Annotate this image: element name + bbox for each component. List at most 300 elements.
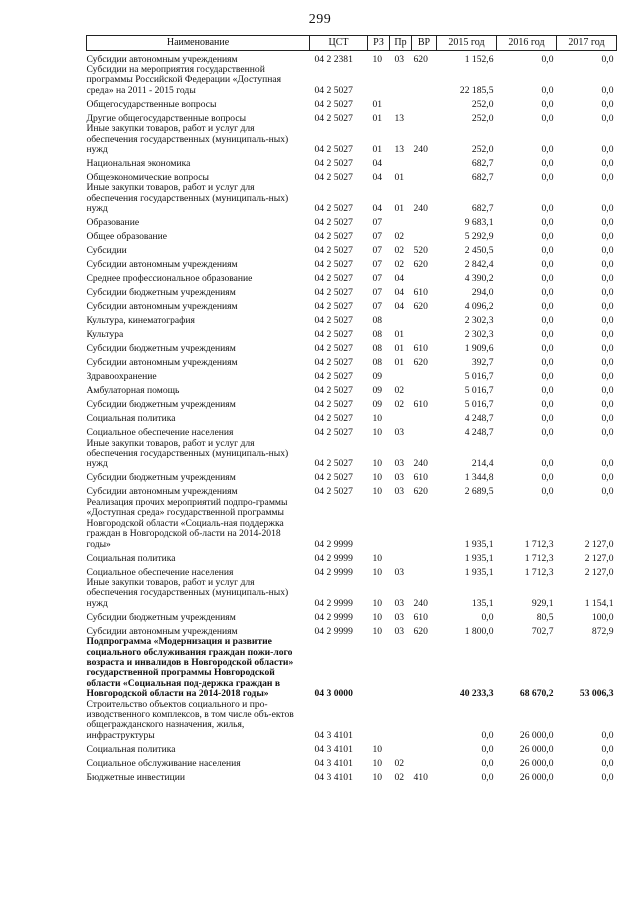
cell-vr: 410: [413, 771, 428, 783]
cell-cst: 04 2 9999: [314, 611, 353, 623]
table-row: [87, 470, 617, 484]
cell-cst: 04 2 5027: [314, 144, 353, 156]
cell-2016: 0,0: [541, 427, 554, 439]
cell-rz: 09: [372, 371, 383, 383]
cell-name: Иные закупки товаров, работ и услуг для обеспечения государственных (муниципаль-ных) нужд: [86, 123, 289, 156]
cell-vr: 610: [413, 611, 428, 623]
cell-2017: 0,0: [601, 343, 614, 355]
table-row: [87, 271, 617, 285]
cell-2015: 1 800,0: [464, 625, 494, 637]
cell-rz: 10: [372, 566, 383, 578]
cell-2015: 4 390,2: [464, 273, 494, 285]
cell-cst: 04 2 5027: [314, 98, 353, 110]
header-2017: 2017 год: [557, 36, 617, 51]
cell-rz: 10: [372, 611, 383, 623]
table-row: [87, 637, 617, 699]
cell-rz: 01: [372, 144, 383, 156]
cell-pr: [390, 550, 412, 564]
cell-vr: [412, 637, 437, 699]
table-row: [87, 425, 617, 439]
cell-2016: 0,0: [541, 371, 554, 383]
cell-vr: 610: [413, 472, 428, 484]
cell-vr: [412, 65, 437, 96]
table-row: [87, 741, 617, 755]
cell-vr: [412, 411, 437, 425]
cell-pr: 03: [394, 611, 405, 623]
cell-pr: 02: [394, 245, 405, 257]
cell-vr: 520: [413, 245, 428, 257]
cell-2017: 0,0: [601, 84, 614, 96]
cell-2015: 214,4: [471, 458, 494, 470]
cell-name: Субсидии бюджетным учреждениям: [86, 472, 236, 484]
cell-vr: [412, 425, 437, 439]
cell-2017: 2 127,0: [584, 552, 614, 564]
cell-2016: 0,0: [541, 399, 554, 411]
cell-vr: [412, 564, 437, 578]
cell-name: Субсидии на мероприятия государственной программы Российской Федерации «Доступная среда» на 2011 - 2015 годы: [86, 64, 282, 96]
cell-cst: 04 3 4101: [314, 771, 353, 783]
cell-2015: 0,0: [481, 757, 494, 769]
cell-vr: 610: [413, 343, 428, 355]
cell-rz: 07: [372, 287, 383, 299]
header-rz: РЗ: [368, 36, 390, 51]
table-row: [87, 341, 617, 355]
cell-name: Субсидии автономным учреждениям: [86, 357, 238, 369]
cell-2017: 0,0: [601, 757, 614, 769]
cell-2017: 0,0: [601, 771, 614, 783]
cell-vr: [412, 369, 437, 383]
cell-2017: 0,0: [601, 259, 614, 271]
cell-2015: 682,7: [471, 158, 494, 170]
cell-pr: [390, 498, 412, 550]
cell-rz: 09: [372, 385, 383, 397]
cell-pr: [390, 155, 412, 169]
cell-name: Национальная экономика: [86, 158, 191, 170]
cell-vr: [412, 741, 437, 755]
cell-2016: 26 000,0: [519, 757, 554, 769]
table-row: [87, 51, 617, 66]
cell-2017: 0,0: [601, 399, 614, 411]
cell-2017: 0,0: [601, 301, 614, 313]
cell-cst: 04 2 5027: [314, 259, 353, 271]
cell-2015: 9 683,1: [464, 217, 494, 229]
table-row: [87, 155, 617, 169]
cell-cst: 04 2 5027: [314, 217, 353, 229]
cell-pr: 02: [394, 259, 405, 271]
cell-2015: 22 185,5: [459, 84, 494, 96]
table-row: [87, 369, 617, 383]
cell-cst: 04 2 5027: [314, 315, 353, 327]
cell-name: Социальная политика: [86, 552, 176, 564]
header-2016: 2016 год: [497, 36, 557, 51]
cell-pr: 02: [394, 231, 405, 243]
cell-rz: [368, 637, 390, 699]
cell-2016: 68 670,2: [519, 688, 554, 700]
table-row: [87, 411, 617, 425]
cell-2017: 2 127,0: [584, 566, 614, 578]
cell-2017: 0,0: [601, 144, 614, 156]
cell-rz: 07: [372, 231, 383, 243]
cell-vr: 240: [413, 203, 428, 215]
cell-2017: 0,0: [601, 315, 614, 327]
header-vr: ВР: [412, 36, 437, 51]
cell-rz: 10: [372, 757, 383, 769]
cell-rz: 08: [372, 357, 383, 369]
cell-cst: 04 2 9999: [314, 597, 353, 609]
cell-vr: [412, 327, 437, 341]
cell-vr: 620: [413, 259, 428, 271]
cell-cst: 04 2 9999: [314, 625, 353, 637]
page-number: 299: [308, 12, 332, 27]
cell-name: Строительство объектов социального и про-изводственного комплексов, в том числе объ-ектов общегражданского назначения, жилья, инфраструктуры: [86, 698, 294, 741]
cell-2016: 0,0: [541, 486, 554, 498]
cell-2015: 2 450,5: [464, 245, 494, 257]
cell-2015: 252,0: [471, 144, 494, 156]
cell-cst: 04 2 5027: [314, 287, 353, 299]
cell-2015: 4 248,7: [464, 413, 494, 425]
cell-rz: 04: [372, 203, 383, 215]
cell-2016: 0,0: [541, 203, 554, 215]
cell-vr: 240: [413, 597, 428, 609]
cell-2017: 0,0: [601, 217, 614, 229]
cell-name: Амбулаторная помощь: [86, 385, 180, 397]
cell-cst: 04 2 5027: [314, 203, 353, 215]
cell-2017: 0,0: [601, 245, 614, 257]
cell-name: Субсидии автономным учреждениям: [86, 486, 238, 498]
cell-rz: 10: [372, 743, 383, 755]
header-2015: 2015 год: [437, 36, 497, 51]
cell-cst: 04 2 5027: [314, 427, 353, 439]
cell-cst: 04 2 5027: [314, 472, 353, 484]
cell-vr: [412, 215, 437, 229]
table-row: [87, 623, 617, 637]
cell-vr: [412, 498, 437, 550]
cell-2017: 53 006,3: [579, 688, 614, 700]
cell-pr: 03: [394, 566, 405, 578]
cell-pr: 01: [394, 172, 405, 184]
cell-cst: 04 2 2381: [314, 53, 353, 65]
cell-2015: 0,0: [481, 611, 494, 623]
table-row: [87, 355, 617, 369]
cell-pr: 01: [394, 357, 405, 369]
cell-rz: 08: [372, 329, 383, 341]
cell-vr: 620: [413, 357, 428, 369]
cell-vr: [412, 155, 437, 169]
cell-pr: 03: [394, 597, 405, 609]
cell-rz: 10: [372, 53, 383, 65]
cell-name: Подпрограмма «Модернизация и развитие социального обслуживания граждан пожи-лого возраста и инвалидов в Новгородской области» государственной программы Новгородской области «Социальная под-держка граждан в Новгородской области на 2014-2018 годы»: [86, 636, 294, 700]
cell-pr: 04: [394, 287, 405, 299]
cell-2017: 0,0: [601, 172, 614, 184]
cell-cst: 04 3 4101: [314, 729, 353, 741]
cell-2015: 0,0: [481, 743, 494, 755]
cell-cst: 04 2 9999: [314, 538, 353, 550]
cell-vr: [412, 271, 437, 285]
cell-cst: 04 2 5027: [314, 84, 353, 96]
cell-cst: 04 2 5027: [314, 371, 353, 383]
cell-2017: 0,0: [601, 158, 614, 170]
cell-2017: 0,0: [601, 112, 614, 124]
cell-vr: 610: [413, 287, 428, 299]
cell-name: Социальное обеспечение населения: [86, 427, 234, 439]
cell-cst: 04 2 5027: [314, 273, 353, 285]
cell-2015: 40 233,3: [459, 688, 494, 700]
cell-rz: 07: [372, 259, 383, 271]
cell-name: Здравоохранение: [86, 371, 157, 383]
table-row: [87, 700, 617, 742]
cell-2016: 0,0: [541, 287, 554, 299]
cell-2017: 872,9: [591, 625, 614, 637]
cell-name: Бюджетные инвестиции: [86, 771, 185, 783]
cell-name: Субсидии бюджетным учреждениям: [86, 287, 236, 299]
cell-2015: 2 842,4: [464, 259, 494, 271]
table-row: [87, 183, 617, 214]
table-row: [87, 229, 617, 243]
cell-pr: 04: [394, 273, 405, 285]
cell-name: Образование: [86, 217, 140, 229]
cell-2016: 0,0: [541, 84, 554, 96]
cell-2015: 5 016,7: [464, 371, 494, 383]
table-row: [87, 110, 617, 124]
cell-name: Социальная политика: [86, 413, 176, 425]
cell-name: Реализация прочих мероприятий подпро-граммы «Доступная среда» государственной программы Новгородской области «Социаль-ная поддержка граждан в Новгородской об-ласти на 2014-2018 годы»: [86, 496, 288, 550]
cell-name: Субсидии бюджетным учреждениям: [86, 343, 236, 355]
cell-2016: 26 000,0: [519, 729, 554, 741]
cell-pr: 03: [394, 53, 405, 65]
cell-vr: [412, 169, 437, 183]
cell-2015: 1 344,8: [464, 472, 494, 484]
cell-2016: 0,0: [541, 301, 554, 313]
cell-cst: 04 3 4101: [314, 757, 353, 769]
cell-vr: 240: [413, 144, 428, 156]
cell-2016: 0,0: [541, 172, 554, 184]
cell-name: Общеэкономические вопросы: [86, 172, 209, 184]
table-header: [87, 36, 617, 51]
cell-2015: 4 248,7: [464, 427, 494, 439]
cell-2017: 0,0: [601, 203, 614, 215]
cell-2016: 0,0: [541, 112, 554, 124]
cell-2015: 1 935,1: [464, 538, 494, 550]
cell-2016: 0,0: [541, 357, 554, 369]
cell-rz: 08: [372, 343, 383, 355]
cell-pr: 02: [394, 771, 405, 783]
cell-cst: 04 2 5027: [314, 399, 353, 411]
cell-pr: [390, 741, 412, 755]
cell-pr: [390, 369, 412, 383]
cell-2015: 5 292,9: [464, 231, 494, 243]
cell-2015: 2 302,3: [464, 329, 494, 341]
cell-rz: 09: [372, 399, 383, 411]
cell-name: Субсидии бюджетным учреждениям: [86, 611, 236, 623]
cell-2016: 26 000,0: [519, 771, 554, 783]
cell-2017: 0,0: [601, 385, 614, 397]
cell-2016: 0,0: [541, 98, 554, 110]
cell-name: Субсидии автономным учреждениям: [86, 301, 238, 313]
cell-rz: 07: [372, 245, 383, 257]
cell-vr: [412, 383, 437, 397]
cell-rz: 04: [372, 172, 383, 184]
cell-2016: 0,0: [541, 53, 554, 65]
cell-name: Субсидии бюджетным учреждениям: [86, 399, 236, 411]
cell-cst: 04 2 5027: [314, 385, 353, 397]
cell-2016: 26 000,0: [519, 743, 554, 755]
cell-2016: 0,0: [541, 413, 554, 425]
cell-2016: 0,0: [541, 144, 554, 156]
cell-pr: [390, 96, 412, 110]
cell-cst: 04 2 5027: [314, 486, 353, 498]
cell-cst: 04 2 5027: [314, 329, 353, 341]
cell-2017: 0,0: [601, 371, 614, 383]
cell-vr: [412, 550, 437, 564]
cell-pr: 02: [394, 399, 405, 411]
cell-2016: 0,0: [541, 315, 554, 327]
cell-2015: 1 909,6: [464, 343, 494, 355]
cell-pr: 03: [394, 427, 405, 439]
cell-vr: 620: [413, 53, 428, 65]
cell-rz: 07: [372, 301, 383, 313]
table-row: [87, 215, 617, 229]
cell-2015: 2 689,5: [464, 486, 494, 498]
cell-2016: 0,0: [541, 472, 554, 484]
cell-rz: 10: [372, 427, 383, 439]
cell-cst: 04 3 0000: [314, 688, 353, 700]
cell-2017: 0,0: [601, 329, 614, 341]
table-row: [87, 609, 617, 623]
cell-2016: 0,0: [541, 245, 554, 257]
table-row: [87, 257, 617, 271]
cell-rz: 01: [372, 112, 383, 124]
table-row: [87, 124, 617, 155]
cell-name: Социальное обеспечение населения: [86, 566, 234, 578]
cell-2015: 4 096,2: [464, 301, 494, 313]
cell-name: Иные закупки товаров, работ и услуг для обеспечения государственных (муниципаль-ных) нужд: [86, 437, 289, 470]
cell-pr: [390, 411, 412, 425]
cell-2015: 5 016,7: [464, 385, 494, 397]
table-row: [87, 755, 617, 769]
cell-cst: 04 2 5027: [314, 357, 353, 369]
cell-pr: 13: [394, 112, 405, 124]
cell-pr: 03: [394, 486, 405, 498]
cell-vr: [412, 313, 437, 327]
cell-pr: 03: [394, 472, 405, 484]
cell-cst: 04 3 4101: [314, 743, 353, 755]
cell-2017: 1 154,1: [584, 597, 614, 609]
cell-2016: 80,5: [536, 611, 554, 623]
cell-vr: 610: [413, 399, 428, 411]
cell-cst: 04 2 9999: [314, 566, 353, 578]
cell-2015: 682,7: [471, 172, 494, 184]
cell-rz: 10: [372, 413, 383, 425]
cell-2016: 0,0: [541, 259, 554, 271]
cell-2015: 0,0: [481, 729, 494, 741]
cell-rz: [368, 65, 390, 96]
cell-vr: [412, 229, 437, 243]
cell-pr: 01: [394, 329, 405, 341]
table-row: [87, 65, 617, 96]
cell-vr: [412, 755, 437, 769]
cell-name: Субсидии автономным учреждениям: [86, 259, 238, 271]
cell-2017: 0,0: [601, 486, 614, 498]
cell-2015: 0,0: [481, 771, 494, 783]
cell-2016: 0,0: [541, 217, 554, 229]
cell-2016: 0,0: [541, 329, 554, 341]
cell-2016: 0,0: [541, 231, 554, 243]
cell-cst: 04 2 5027: [314, 301, 353, 313]
table-row: [87, 564, 617, 578]
cell-2015: 1 935,1: [464, 552, 494, 564]
cell-2017: 0,0: [601, 231, 614, 243]
cell-name: Культура: [86, 329, 124, 341]
cell-name: Субсидии автономным учреждениям: [86, 53, 238, 65]
table-row: [87, 397, 617, 411]
cell-pr: 04: [394, 301, 405, 313]
cell-rz: 07: [372, 217, 383, 229]
cell-2017: 0,0: [601, 413, 614, 425]
cell-2015: 294,0: [471, 287, 494, 299]
cell-2015: 682,7: [471, 203, 494, 215]
table-row: [87, 578, 617, 609]
table-row: [87, 769, 617, 783]
cell-2015: 1 152,6: [464, 53, 494, 65]
cell-pr: 03: [394, 625, 405, 637]
cell-2015: 135,1: [471, 597, 494, 609]
cell-vr: [412, 96, 437, 110]
cell-name: Социальное обслуживание населения: [86, 757, 241, 769]
cell-pr: [390, 313, 412, 327]
cell-2016: 0,0: [541, 273, 554, 285]
cell-rz: 10: [372, 771, 383, 783]
cell-pr: 01: [394, 343, 405, 355]
cell-2016: 929,1: [531, 597, 554, 609]
cell-2017: 0,0: [601, 458, 614, 470]
cell-pr: [390, 65, 412, 96]
cell-name: Иные закупки товаров, работ и услуг для обеспечения государственных (муниципаль-ных) нужд: [86, 576, 289, 609]
cell-2017: 0,0: [601, 472, 614, 484]
cell-rz: 08: [372, 315, 383, 327]
cell-2015: 252,0: [471, 98, 494, 110]
cell-name: Иные закупки товаров, работ и услуг для обеспечения государственных (муниципаль-ных) нужд: [86, 182, 289, 215]
cell-vr: 620: [413, 301, 428, 313]
cell-rz: 01: [372, 98, 383, 110]
cell-name: Другие общегосударственные вопросы: [86, 112, 247, 124]
table-row: [87, 169, 617, 183]
table-row: [87, 327, 617, 341]
cell-2017: 2 127,0: [584, 538, 614, 550]
cell-pr: 02: [394, 385, 405, 397]
table-row: [87, 383, 617, 397]
cell-name: Социальная политика: [86, 743, 176, 755]
cell-rz: 10: [372, 486, 383, 498]
cell-2017: 0,0: [601, 53, 614, 65]
cell-2017: 0,0: [601, 357, 614, 369]
cell-2017: 100,0: [591, 611, 614, 623]
cell-cst: 04 2 5027: [314, 231, 353, 243]
cell-2016: 702,7: [531, 625, 554, 637]
budget-table: [86, 35, 617, 783]
table-row: [87, 299, 617, 313]
cell-rz: 10: [372, 597, 383, 609]
cell-name: Общее образование: [86, 231, 168, 243]
cell-rz: [368, 498, 390, 550]
cell-pr: [390, 700, 412, 742]
table-row: [87, 243, 617, 257]
header-pr: Пр: [390, 36, 412, 51]
cell-name: Среднее профессиональное образование: [86, 273, 253, 285]
cell-rz: 07: [372, 273, 383, 285]
cell-2017: 0,0: [601, 729, 614, 741]
cell-vr: 240: [413, 458, 428, 470]
cell-2016: 0,0: [541, 385, 554, 397]
